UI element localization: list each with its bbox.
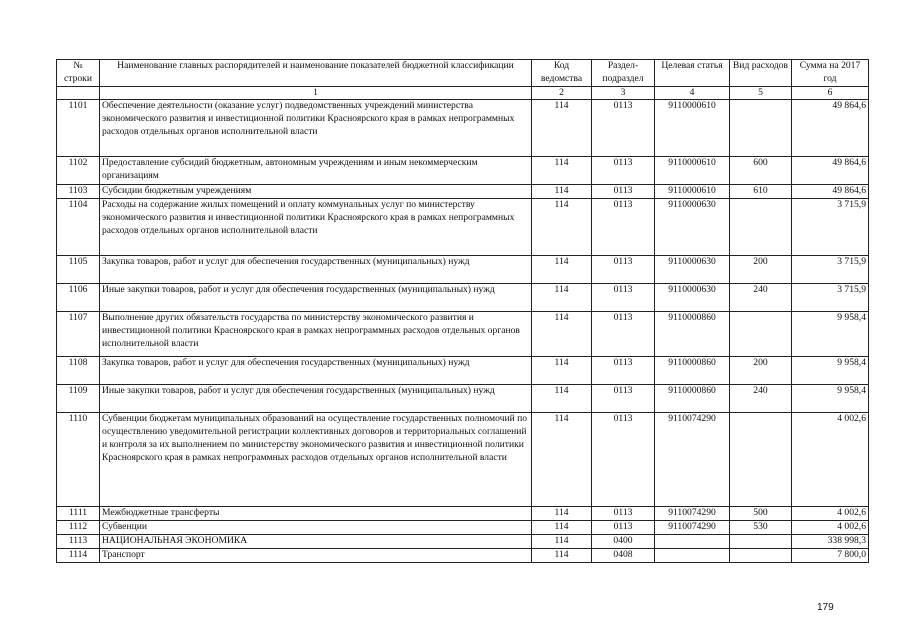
target-article: 9110000630 [655,284,730,312]
expense-type: 500 [730,507,792,521]
table-row [57,185,869,199]
department-code: 114 [532,549,592,563]
sum-value: 4 002,6 [792,507,869,521]
row-name: Межбюджетные трансферты [100,507,532,521]
section-code: 0113 [592,256,655,284]
row-number: 1114 [57,549,100,563]
header-name: Наименование главных распорядителей и наименование показателей бюджетной классификации [100,60,532,87]
expense-type: 200 [730,256,792,284]
table-row [57,535,869,549]
row-name: Транспорт [100,549,532,563]
row-name: НАЦИОНАЛЬНАЯ ЭКОНОМИКА [100,535,532,549]
table-row [57,549,869,563]
expense-type: 600 [730,157,792,185]
expense-type [730,100,792,157]
row-number: 1110 [57,413,100,507]
department-code: 114 [532,256,592,284]
section-code: 0113 [592,312,655,357]
header-section: Раздел-подраздел [592,60,655,87]
section-code: 0113 [592,157,655,185]
expense-type: 530 [730,521,792,535]
row-number: 1104 [57,199,100,256]
sum-value: 9 958,4 [792,385,869,413]
target-article: 9110000610 [655,100,730,157]
column-number: 6 [792,86,869,100]
department-code: 114 [532,312,592,357]
sum-value: 3 715,9 [792,199,869,256]
row-name: Расходы на содержание жилых помещений и оплату коммунальных услуг по министерству экономического развития и инвестиционной политики Красноярского края в рамках непрограммных расходов отдельных органов исполнительной власти [100,199,532,256]
sum-value: 49 864,6 [792,157,869,185]
section-code: 0113 [592,385,655,413]
sum-value: 3 715,9 [792,256,869,284]
target-article: 9110000610 [655,185,730,199]
column-number [57,86,100,100]
section-code: 0408 [592,549,655,563]
department-code: 114 [532,521,592,535]
row-number: 1108 [57,357,100,385]
column-number: 5 [730,86,792,100]
department-code: 114 [532,357,592,385]
row-number: 1113 [57,535,100,549]
header-expense-type: Вид расходов [730,60,792,87]
section-code: 0113 [592,521,655,535]
target-article: 9110000860 [655,357,730,385]
department-code: 114 [532,100,592,157]
column-number-row [57,86,869,100]
row-number: 1112 [57,521,100,535]
table-row [57,413,869,507]
column-number: 2 [532,86,592,100]
section-code: 0400 [592,535,655,549]
page-number: 179 [817,602,834,613]
table-row [57,284,869,312]
expense-type: 240 [730,284,792,312]
table-row [57,521,869,535]
row-name: Выполнение других обязательств государства по министерству экономического развития и инвестиционной политики Красноярского края в рамках непрограммных расходов отдельных органов исполнительной власти [100,312,532,357]
sum-value: 9 958,4 [792,312,869,357]
target-article: 9110000610 [655,157,730,185]
target-article: 9110000860 [655,385,730,413]
column-number: 4 [655,86,730,100]
sum-value: 4 002,6 [792,521,869,535]
section-code: 0113 [592,507,655,521]
row-number: 1105 [57,256,100,284]
target-article [655,549,730,563]
sum-value: 9 958,4 [792,357,869,385]
target-article [655,535,730,549]
sum-value: 3 715,9 [792,284,869,312]
expense-type [730,535,792,549]
row-number: 1109 [57,385,100,413]
table-row [57,100,869,157]
table-row [57,157,869,185]
section-code: 0113 [592,100,655,157]
target-article: 9110000630 [655,199,730,256]
sum-value: 4 002,6 [792,413,869,507]
section-code: 0113 [592,413,655,507]
target-article: 9110000630 [655,256,730,284]
table-row [57,385,869,413]
target-article: 9110074290 [655,413,730,507]
section-code: 0113 [592,284,655,312]
header-row-number: № строки [57,60,100,87]
section-code: 0113 [592,185,655,199]
row-name: Предоставление субсидий бюджетным, автономным учреждениям и иным некоммерческим организациям [100,157,532,185]
row-number: 1106 [57,284,100,312]
expense-type [730,413,792,507]
table-header [57,60,869,100]
expense-type: 200 [730,357,792,385]
department-code: 114 [532,413,592,507]
table-row [57,357,869,385]
department-code: 114 [532,199,592,256]
expense-type [730,312,792,357]
row-name: Субвенции бюджетам муниципальных образований на осуществление государственных полномочий по осуществлению уведомительной регистрации коллективных договоров и территориальных соглашений и контроля за их выполнением по министерству экономического развития и инвестиционной политики Красноярского края в рамках непрограммных расходов отдельных органов исполнительной власти [100,413,532,507]
department-code: 114 [532,385,592,413]
header-department-code: Код ведомства [532,60,592,87]
expense-type: 610 [730,185,792,199]
sum-value: 49 864,6 [792,185,869,199]
expense-type [730,549,792,563]
header-row [57,60,869,87]
department-code: 114 [532,507,592,521]
table-row [57,256,869,284]
department-code: 114 [532,535,592,549]
table-row [57,199,869,256]
department-code: 114 [532,284,592,312]
header-sum: Сумма на 2017 год [792,60,869,87]
target-article: 9110000860 [655,312,730,357]
row-name: Закупка товаров, работ и услуг для обеспечения государственных (муниципальных) нужд [100,256,532,284]
sum-value: 338 998,3 [792,535,869,549]
table-body [57,100,869,563]
row-name: Обеспечение деятельности (оказание услуг) подведомственных учреждений министерства экономического развития и инвестиционной политики Красноярского края в рамках непрограммных расходов отдельных органов исполнительной власти [100,100,532,157]
expense-type: 240 [730,385,792,413]
row-name: Иные закупки товаров, работ и услуг для обеспечения государственных (муниципальных) нужд [100,284,532,312]
sum-value: 7 800,0 [792,549,869,563]
row-number: 1107 [57,312,100,357]
section-code: 0113 [592,199,655,256]
target-article: 9110074290 [655,521,730,535]
table-row [57,507,869,521]
row-number: 1101 [57,100,100,157]
department-code: 114 [532,157,592,185]
row-number: 1102 [57,157,100,185]
row-number: 1111 [57,507,100,521]
sum-value: 49 864,6 [792,100,869,157]
row-name: Иные закупки товаров, работ и услуг для обеспечения государственных (муниципальных) нужд [100,385,532,413]
row-name: Субвенции [100,521,532,535]
section-code: 0113 [592,357,655,385]
column-number: 1 [100,86,532,100]
column-number: 3 [592,86,655,100]
row-name: Субсидии бюджетным учреждениям [100,185,532,199]
target-article: 9110074290 [655,507,730,521]
row-number: 1103 [57,185,100,199]
department-code: 114 [532,185,592,199]
expense-type [730,199,792,256]
header-target-article: Целевая статья [655,60,730,87]
budget-table [56,59,869,563]
row-name: Закупка товаров, работ и услуг для обеспечения государственных (муниципальных) нужд [100,357,532,385]
table-row [57,312,869,357]
